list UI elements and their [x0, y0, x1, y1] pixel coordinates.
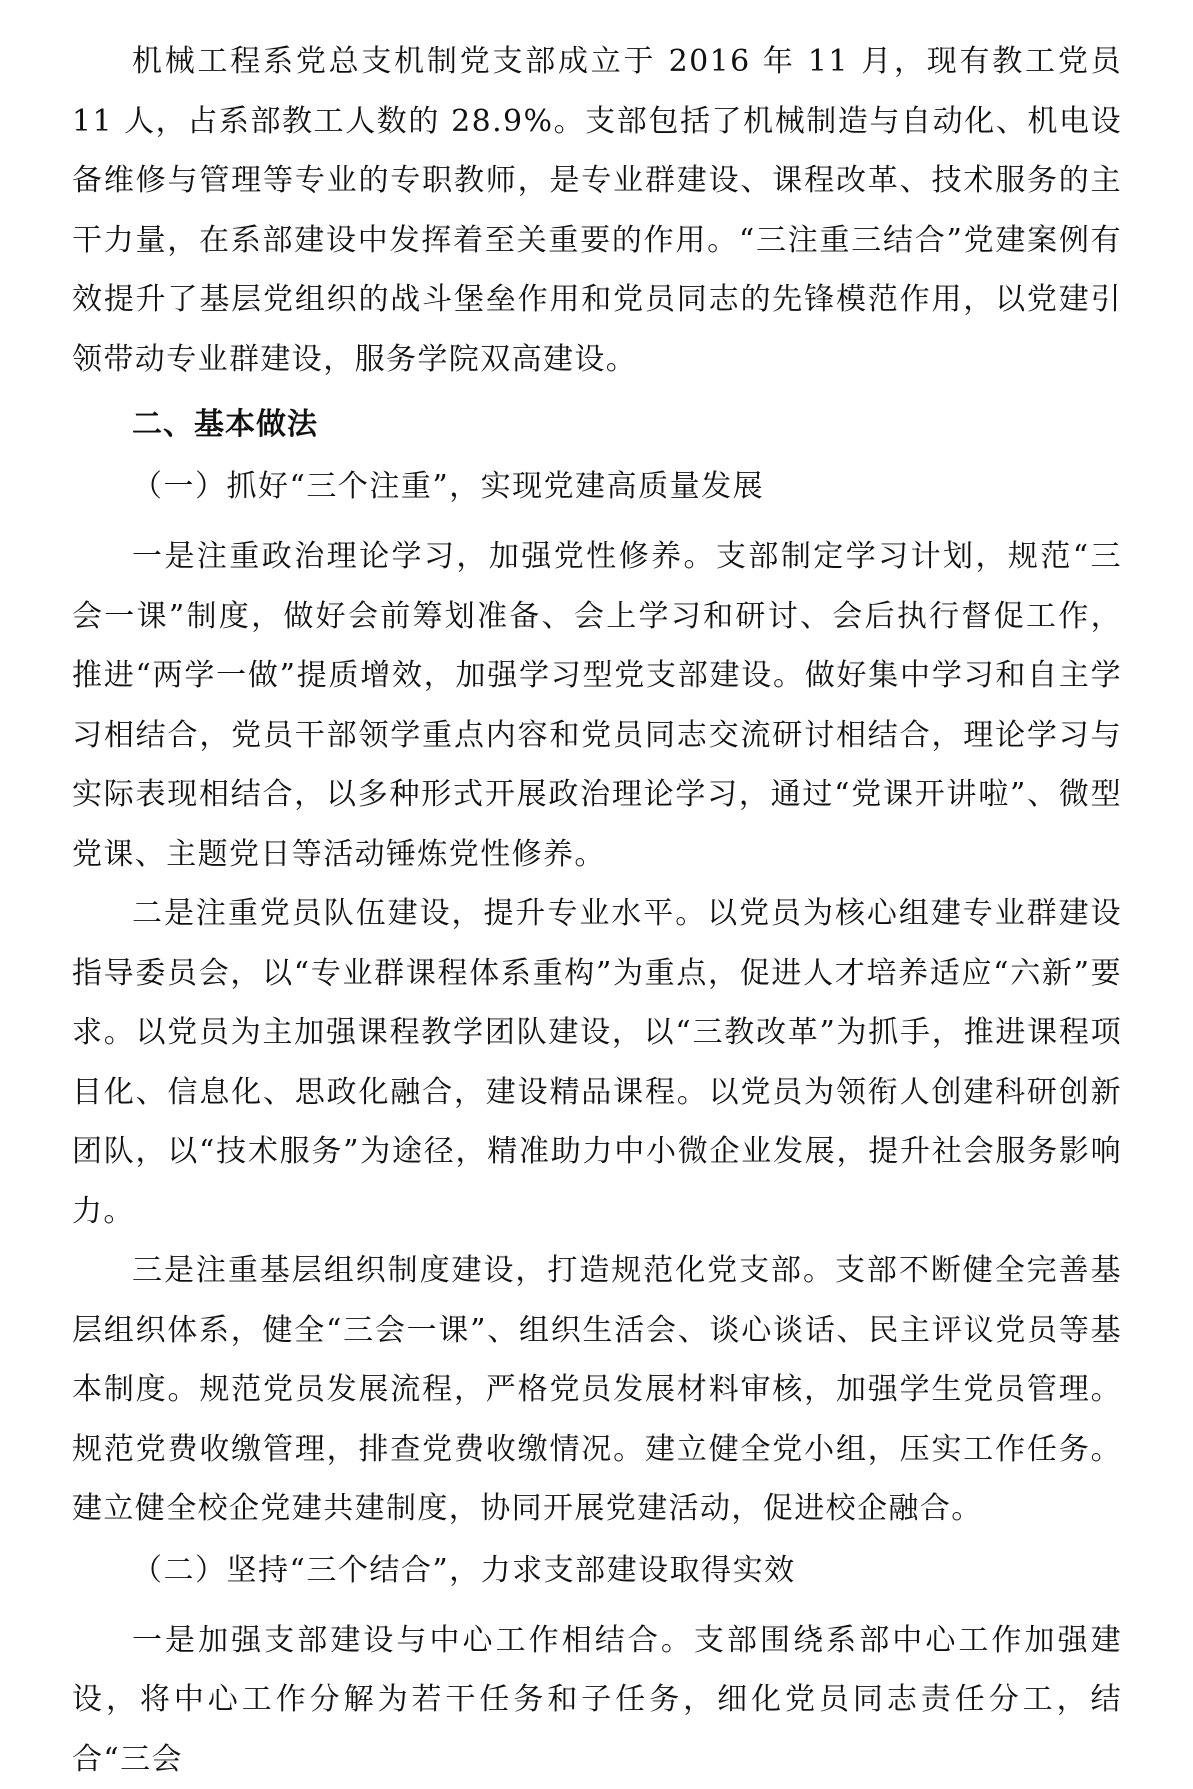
paragraph-central-work: 一是加强支部建设与中心工作相结合。支部围绕系部中心工作加强建设，将中心工作分解为若干任务和子任务，细化党员同志责任分工，结合“三会 — [72, 1611, 1122, 1789]
paragraph-team-building: 二是注重党员队伍建设，提升专业水平。以党员为核心组建专业群建设指导委员会，以“专业群课程体系重构”为重点，促进人才培养适应“六新”要求。以党员为主加强课程教学团队建设，以“三教改革”为抓手，推进课程项目化、信息化、思政化融合，建设精品课程。以党员为领衔人创建科研创新团队，以“技术服务”为途径，精准助力中小微企业发展，提升社会服务影响力。 — [72, 884, 1122, 1241]
document-body — [72, 32, 1122, 1789]
paragraph-political-theory: 一是注重政治理论学习，加强党性修养。支部制定学习计划，规范“三会一课”制度，做好会前筹划准备、会上学习和研讨、会后执行督促工作，推进“两学一做”提质增效，加强学习型党支部建设。做好集中学习和自主学习相结合，党员干部领学重点内容和党员同志交流研讨相结合，理论学习与实际表现相结合，以多种形式开展政治理论学习，通过“党课开讲啦”、微型党课、主题党日等活动锤炼党性修养。 — [72, 527, 1122, 884]
section-heading-basic-practices: 二、基本做法 — [72, 395, 1122, 455]
paragraph-organization-system: 三是注重基层组织制度建设，打造规范化党支部。支部不断健全完善基层组织体系，健全“三会一课”、组织生活会、谈心谈话、民主评议党员等基本制度。规范党员发展流程，严格党员发展材料审核，加强学生党员管理。规范党费收缴管理，排查党费收缴情况。建立健全党小组，压实工作任务。建立健全校企党建共建制度，协同开展党建活动，促进校企融合。 — [72, 1241, 1122, 1539]
paragraph-intro: 机械工程系党总支机制党支部成立于 2016 年 11 月，现有教工党员 11 人，占系部教工人数的 28.9%。支部包括了机械制造与自动化、机电设备维修与管理等专业的专职教师，是专业群建设、课程改革、技术服务的主干力量，在系部建设中发挥着至关重要的作用。“三注重三结合”党建案例有效提升了基层党组织的战斗堡垒作用和党员同志的先锋模范作用，以党建引领带动专业群建设，服务学院双高建设。 — [72, 32, 1122, 389]
subsection-heading-three-combinations: （二）坚持“三个结合”，力求支部建设取得实效 — [72, 1541, 1122, 1601]
subsection-heading-three-emphases: （一）抓好“三个注重”，实现党建高质量发展 — [72, 457, 1122, 517]
